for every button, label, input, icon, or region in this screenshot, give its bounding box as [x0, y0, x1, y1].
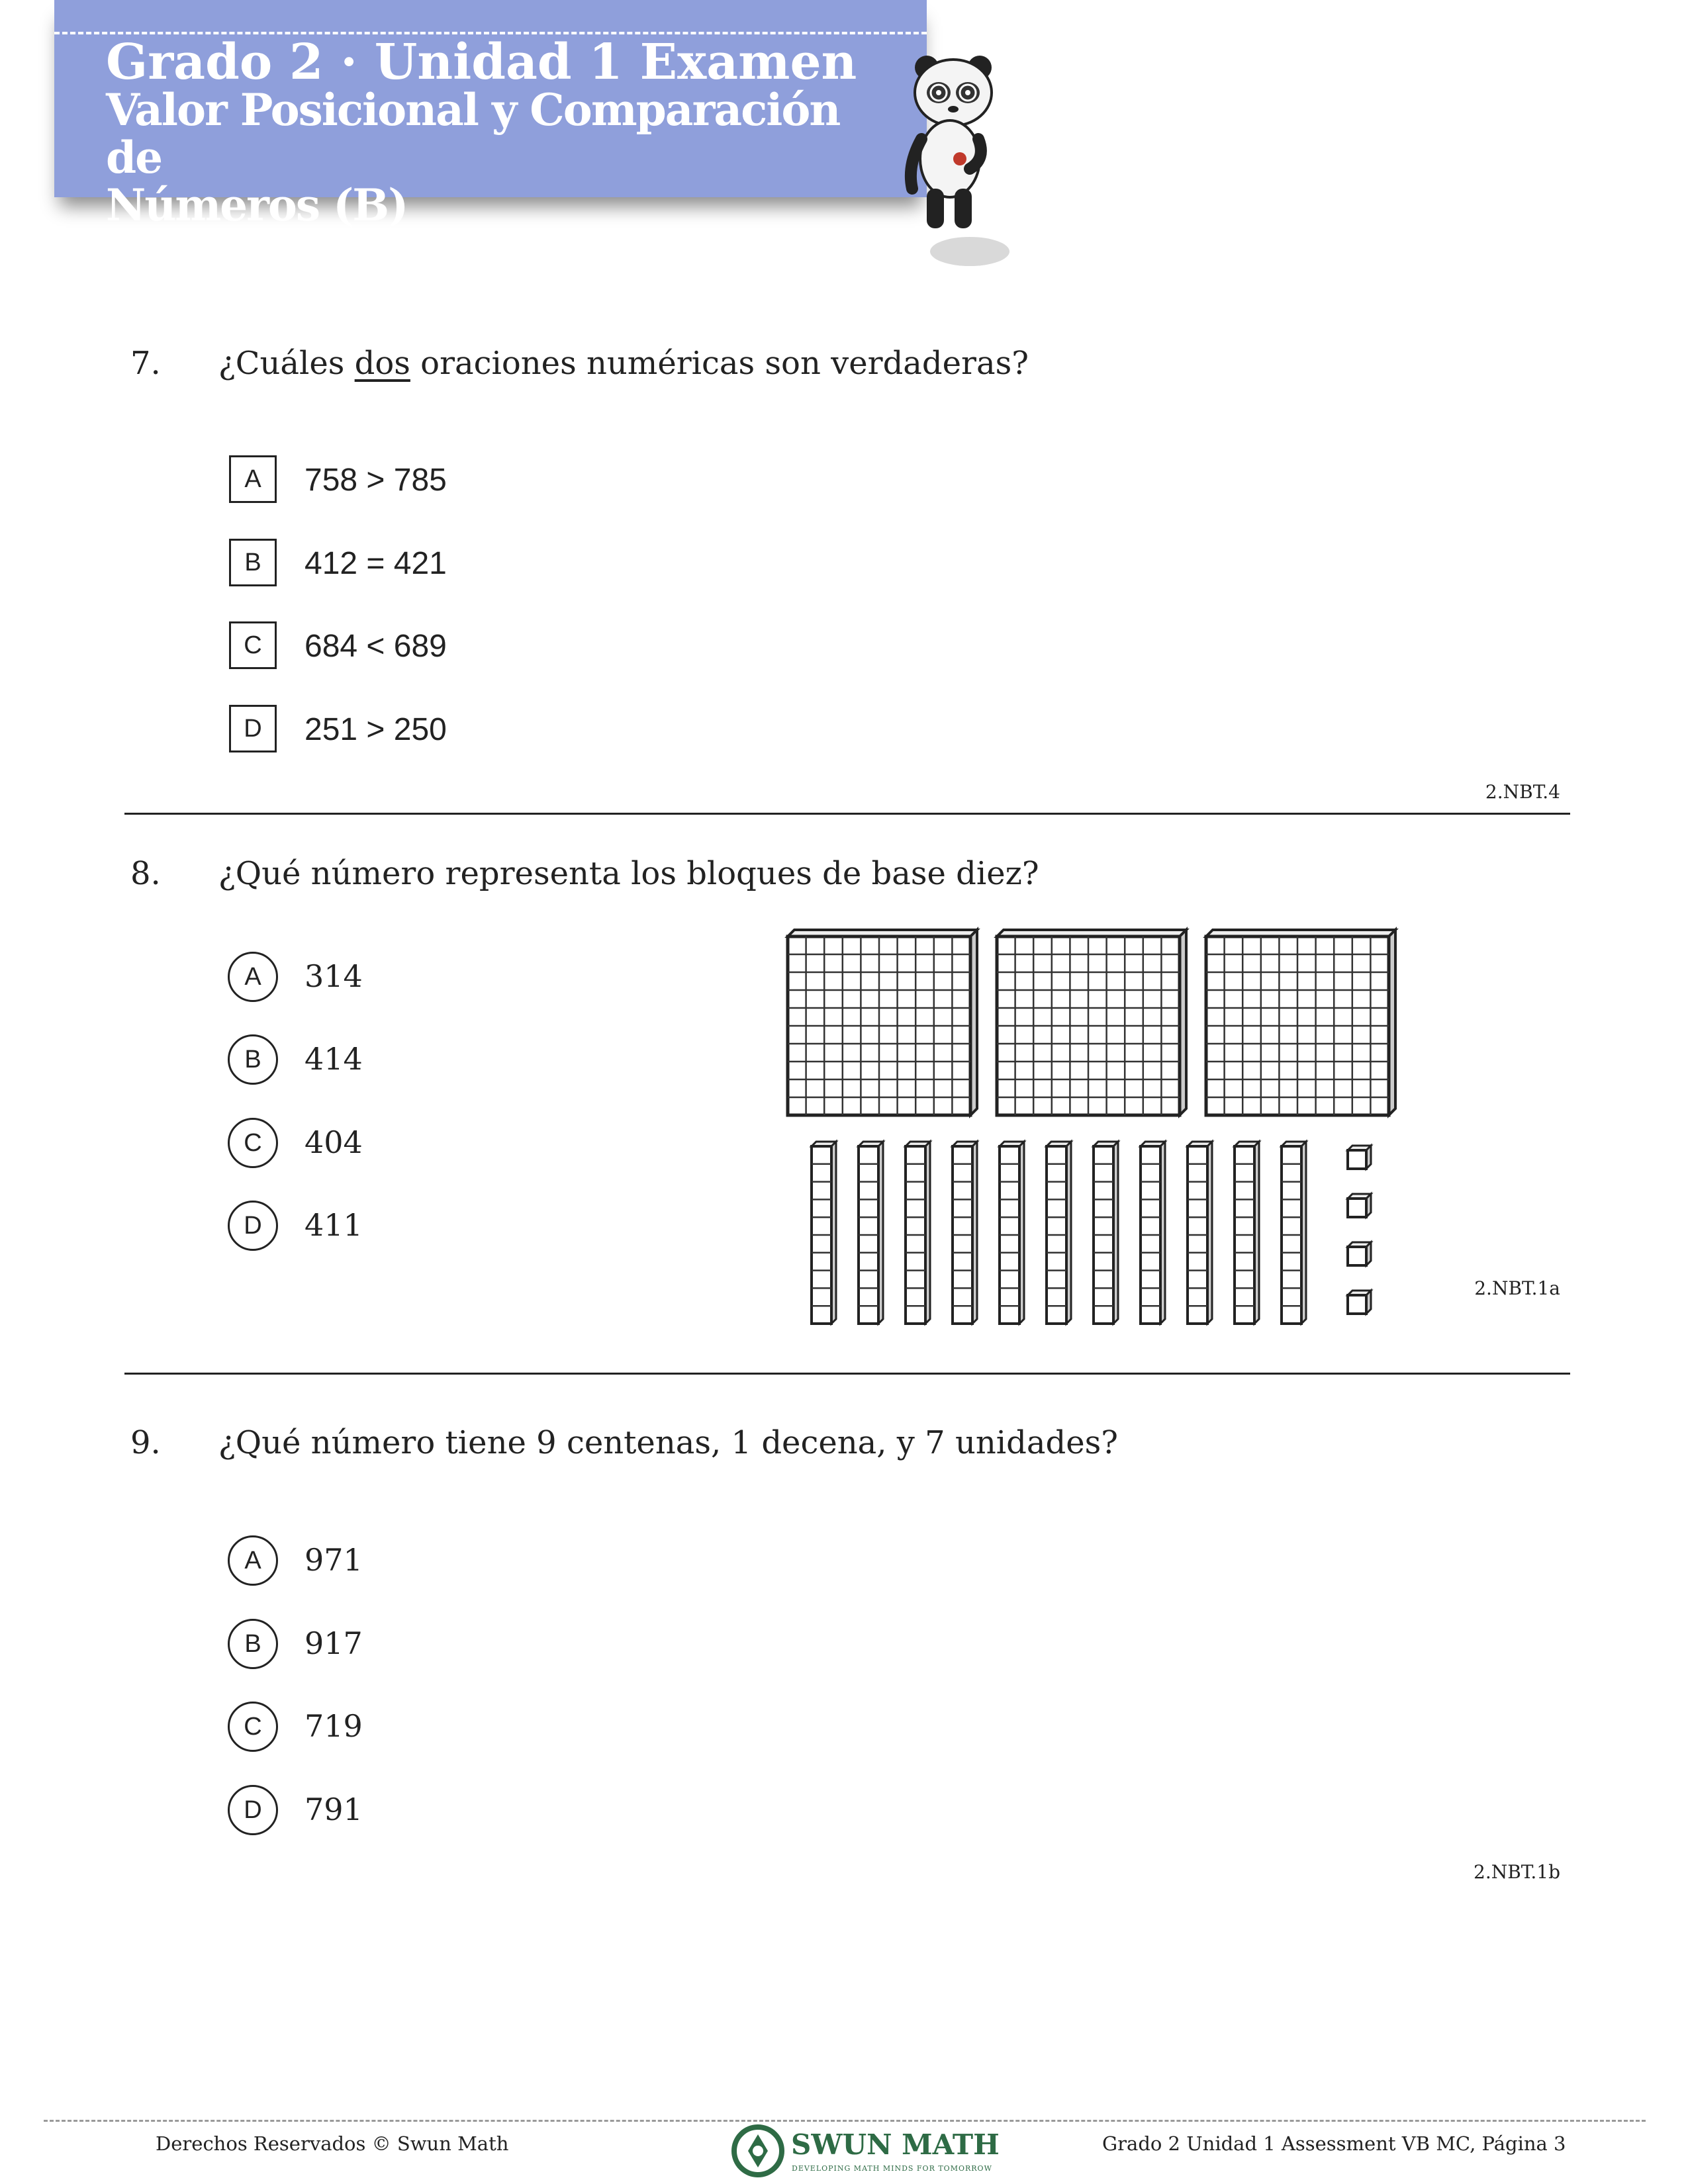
question-7-number: 7.	[130, 345, 161, 382]
q9-option-a-text: 971	[305, 1542, 363, 1578]
q7-option-d-text: 251 > 250	[305, 712, 447, 747]
q7-option-c-box[interactable]: C	[229, 621, 277, 669]
one-cube	[1348, 1194, 1371, 1217]
question-8-number: 8.	[130, 855, 161, 892]
ten-rod	[1094, 1142, 1118, 1324]
q8-standard: 2.NBT.1a	[1474, 1277, 1560, 1299]
title-line-3: Números (B)	[106, 179, 408, 231]
ten-rod	[1282, 1142, 1306, 1324]
q8-option-d-text: 411	[305, 1207, 363, 1243]
q8-option-d-circle[interactable]: D	[228, 1201, 278, 1251]
ten-rod	[1000, 1142, 1024, 1324]
q7-option-a-text: 758 > 785	[305, 463, 447, 498]
q7-option-b-box[interactable]: B	[229, 539, 277, 586]
q9-option-d-circle[interactable]: D	[228, 1785, 278, 1835]
footer-copyright: Derechos Reservados © Swun Math	[156, 2132, 509, 2155]
q9-standard: 2.NBT.1b	[1474, 1861, 1560, 1883]
divider-2	[124, 1373, 1570, 1375]
q7-option-d-box[interactable]: D	[229, 705, 277, 752]
q8-option-c-circle[interactable]: C	[228, 1118, 278, 1168]
q9-option-c-text: 719	[305, 1708, 363, 1744]
q7-option-a-box[interactable]: A	[229, 455, 277, 503]
question-9-text: ¿Qué número tiene 9 centenas, 1 decena, y 7 unidades?	[218, 1424, 1118, 1461]
ten-rod	[1047, 1142, 1071, 1324]
q8-option-a-circle[interactable]: A	[228, 952, 278, 1002]
ten-rod	[906, 1142, 930, 1324]
question-8-text: ¿Qué número representa los bloques de base diez?	[218, 855, 1039, 892]
ten-rod	[859, 1142, 883, 1324]
logo-name: SWUN MATH	[791, 2128, 1000, 2161]
question-7-text: ¿Cuáles dos oraciones numéricas son verdaderas?	[218, 345, 1029, 382]
swun-math-logo	[728, 2121, 1006, 2181]
one-cube	[1348, 1242, 1371, 1265]
logo-tagline: DEVELOPING MATH MINDS FOR TOMORROW	[792, 2164, 992, 2173]
hundred-flat	[1206, 930, 1395, 1115]
question-9-number: 9.	[130, 1424, 161, 1461]
q7-option-b-text: 412 = 421	[305, 546, 447, 581]
page-title: Grado 2 · Unidad 1 Examen Valor Posicional y Comparación de Números (B)	[106, 38, 900, 229]
panda-mascot-icon	[880, 46, 1013, 285]
q9-option-b-text: 917	[305, 1625, 363, 1661]
q9-option-d-text: 791	[305, 1792, 363, 1827]
q9-option-a-circle[interactable]: A	[228, 1535, 278, 1586]
base-ten-blocks-figure	[781, 923, 1410, 1353]
q9-option-c-circle[interactable]: C	[228, 1702, 278, 1752]
q7-standard: 2.NBT.4	[1485, 781, 1560, 803]
q8-option-c-text: 404	[305, 1124, 363, 1160]
q7-option-c-text: 684 < 689	[305, 629, 447, 664]
q8-option-b-text: 414	[305, 1041, 363, 1077]
ten-rod	[1141, 1142, 1165, 1324]
title-line-2: Valor Posicional y Comparación de	[106, 84, 840, 183]
ten-rod	[1235, 1142, 1259, 1324]
ten-rod	[953, 1142, 977, 1324]
ten-rod	[1188, 1142, 1212, 1324]
hundred-flat	[788, 930, 977, 1115]
q8-option-a-text: 314	[305, 958, 363, 994]
one-cube	[1348, 1146, 1371, 1169]
footer-page-label: Grado 2 Unidad 1 Assessment VB MC, Página 3	[1102, 2132, 1566, 2155]
divider-1	[124, 813, 1570, 815]
q8-option-b-circle[interactable]: B	[228, 1034, 278, 1085]
q9-option-b-circle[interactable]: B	[228, 1619, 278, 1669]
hundred-flat	[997, 930, 1186, 1115]
ten-rod	[812, 1142, 836, 1324]
